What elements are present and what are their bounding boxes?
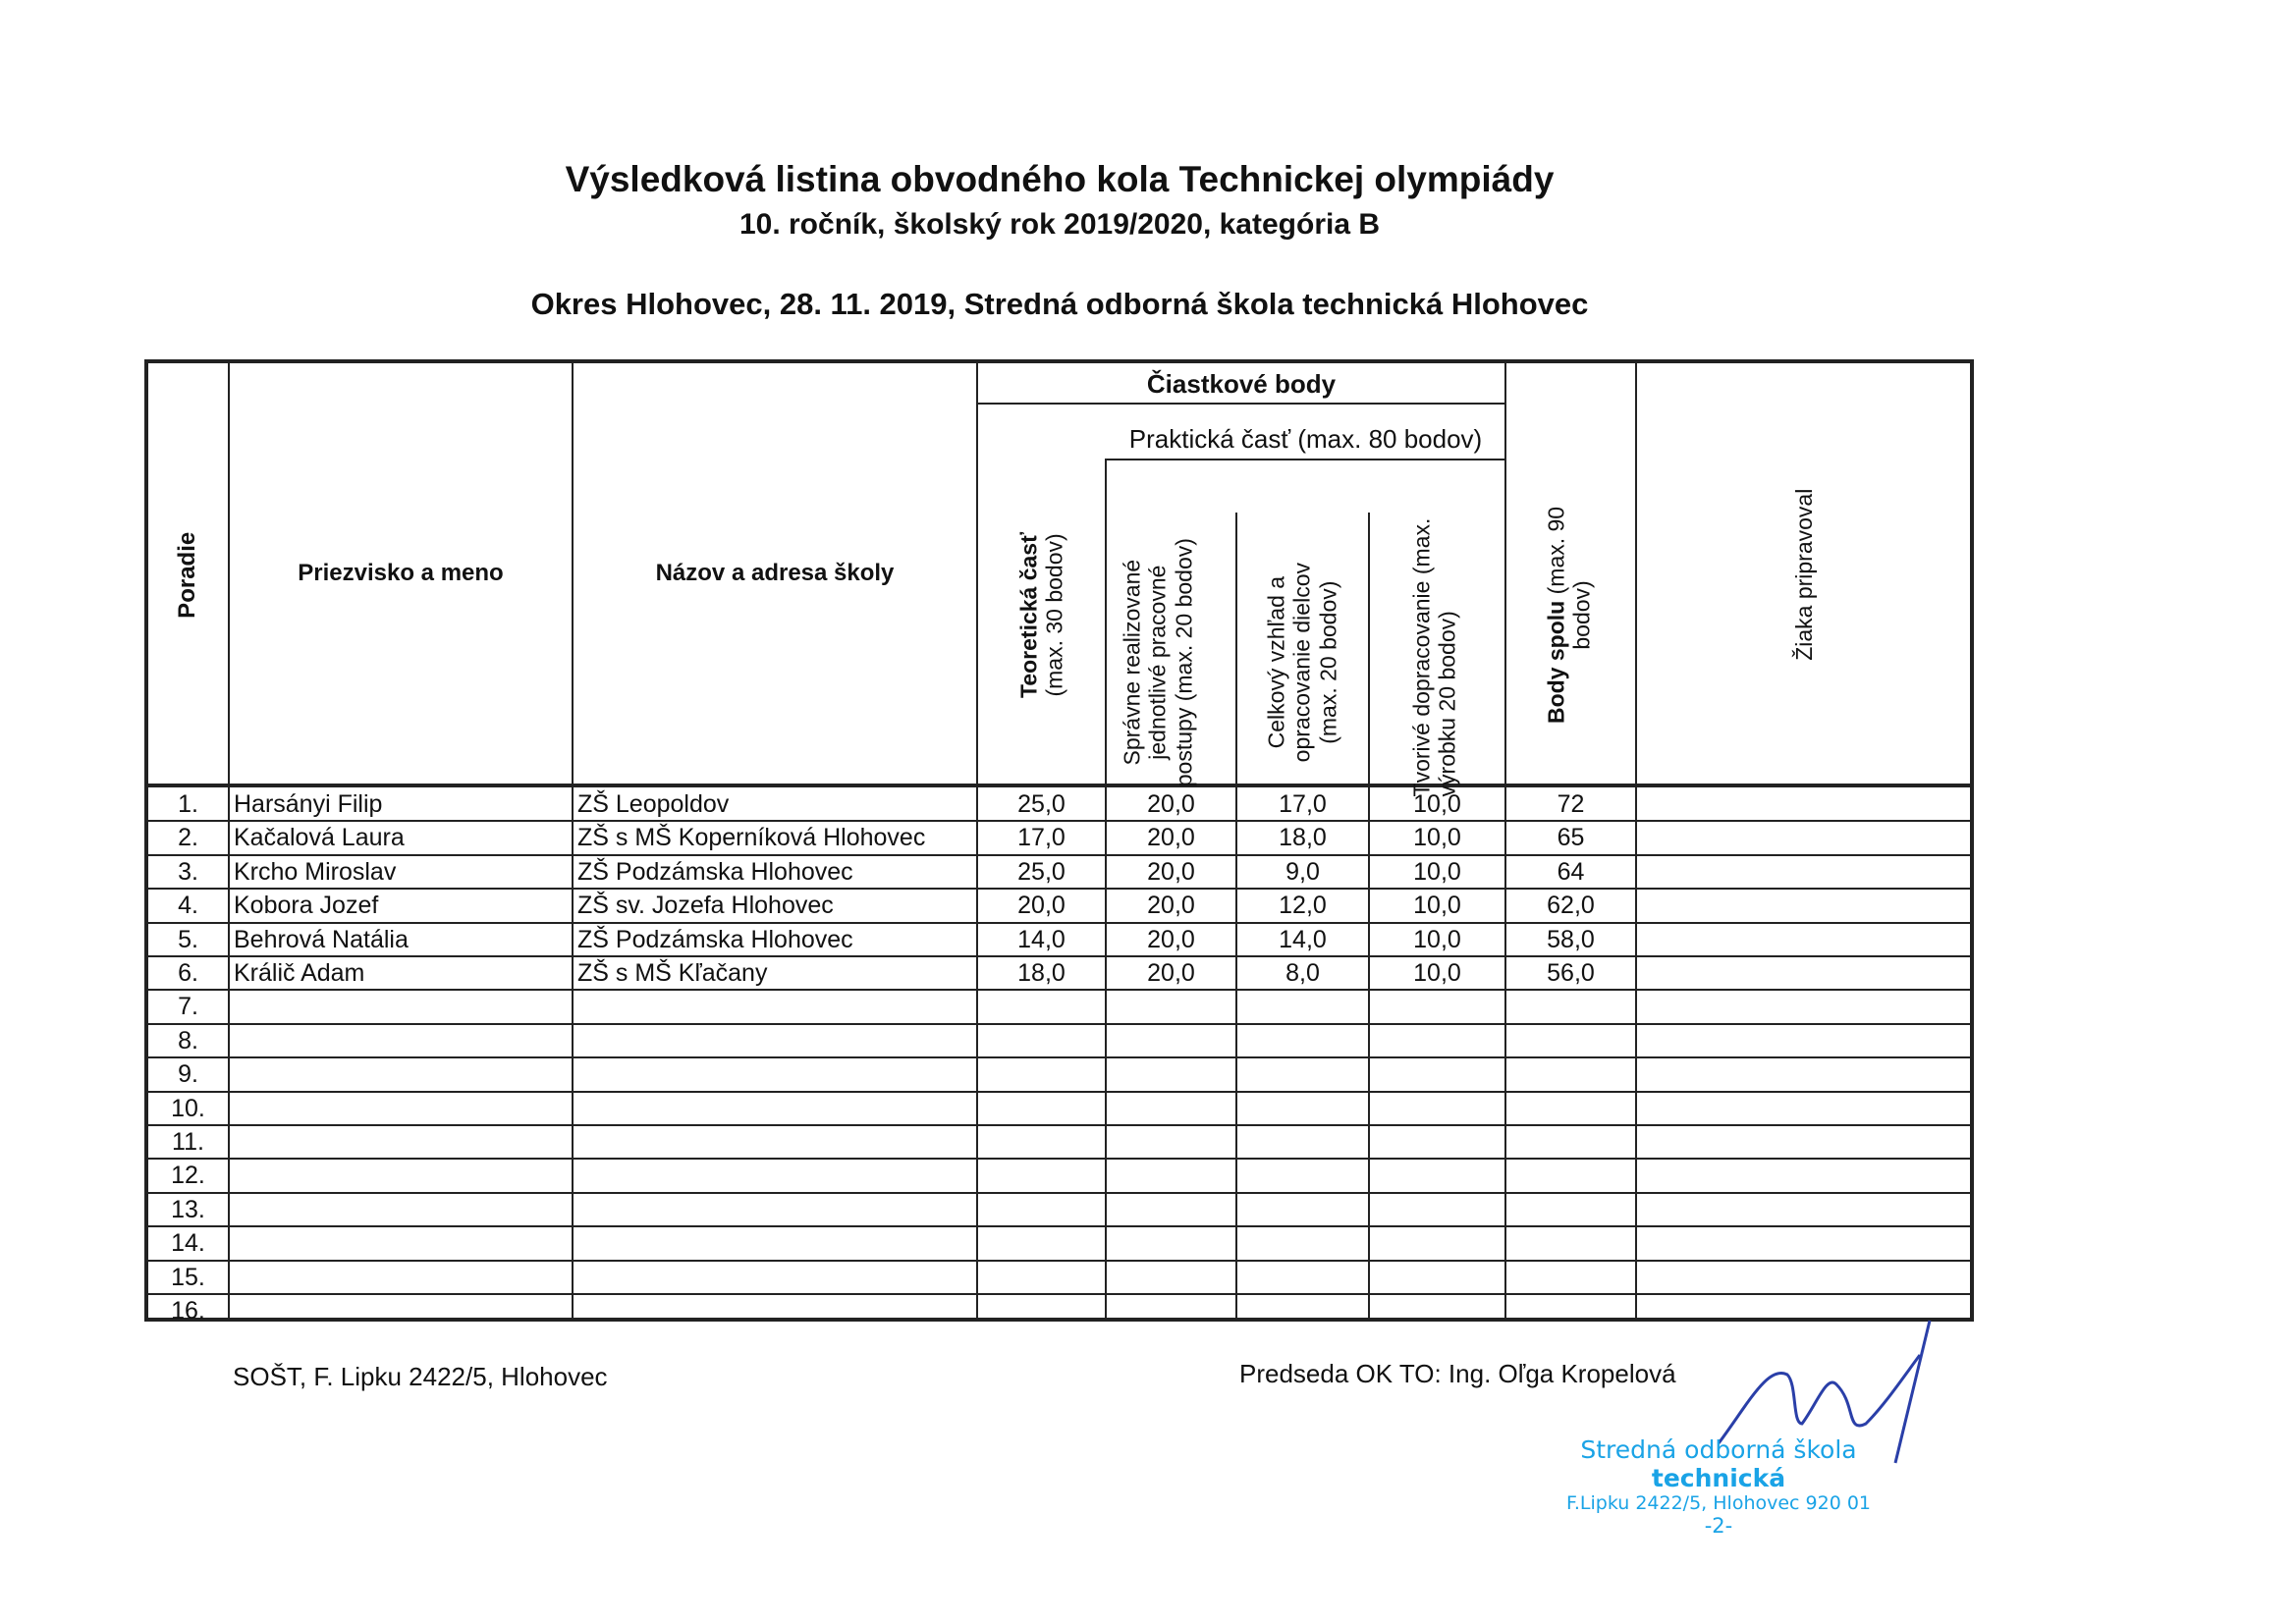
cell-p1: 20,0 bbox=[1147, 892, 1195, 920]
header-practical-2: Celkový vzhľad a opracovanie dielcov (max. 20 bodov) bbox=[1263, 563, 1341, 763]
header-total: Body spolu (max. 90 bodov) bbox=[1543, 506, 1595, 724]
cell-rank: 13. bbox=[171, 1195, 205, 1223]
header-rank: Poradie bbox=[174, 531, 201, 619]
cell-school: ZŠ Leopoldov bbox=[577, 790, 730, 818]
cell-p2: 18,0 bbox=[1279, 824, 1327, 852]
cell-rank: 14. bbox=[171, 1229, 205, 1258]
header-theory-title: Teoretická časť bbox=[1015, 531, 1042, 699]
cell-total: 62,0 bbox=[1547, 892, 1595, 920]
cell-rank: 7. bbox=[178, 993, 198, 1021]
cell-name: Behrová Natália bbox=[234, 925, 409, 953]
cell-p2: 14,0 bbox=[1279, 925, 1327, 953]
cell-name: Harsányi Filip bbox=[234, 790, 383, 818]
cell-rank: 15. bbox=[171, 1263, 205, 1291]
cell-name: Kačalová Laura bbox=[234, 824, 405, 852]
cell-rank: 3. bbox=[178, 857, 198, 886]
cell-p3: 10,0 bbox=[1413, 824, 1461, 852]
cell-p3: 10,0 bbox=[1413, 857, 1461, 886]
cell-total: 56,0 bbox=[1547, 959, 1595, 987]
header-partial-points: Čiastkové body bbox=[1146, 369, 1337, 399]
cell-rank: 16. bbox=[171, 1297, 205, 1325]
header-school: Názov a adresa školy bbox=[655, 560, 895, 586]
school-stamp: Stredná odborná škola technická F.Lipku 2422/5, Hlohovec 920 01 -2- bbox=[1565, 1435, 1872, 1538]
header-practical-1: Správne realizované jednotlivé pracovné postupy (max. 20 bodov) bbox=[1119, 538, 1197, 787]
cell-p1: 20,0 bbox=[1147, 959, 1195, 987]
cell-p2: 8,0 bbox=[1285, 959, 1320, 987]
cell-p2: 12,0 bbox=[1279, 892, 1327, 920]
header-theory bbox=[1016, 467, 1068, 762]
cell-p3: 10,0 bbox=[1413, 790, 1461, 818]
header-practical-part: Praktická časť (max. 80 bodov) bbox=[1128, 424, 1483, 454]
cell-p1: 20,0 bbox=[1147, 925, 1195, 953]
cell-p3: 10,0 bbox=[1413, 892, 1461, 920]
cell-total: 72 bbox=[1557, 790, 1585, 818]
header-practical-3: Tvorivé dopracovanie (max. výrobku 20 bodov) bbox=[1408, 517, 1460, 797]
cell-rank: 6. bbox=[178, 959, 198, 987]
cell-theory: 25,0 bbox=[1017, 857, 1066, 886]
cell-name: Králič Adam bbox=[234, 959, 365, 987]
cell-total: 64 bbox=[1557, 857, 1585, 886]
cell-theory: 14,0 bbox=[1017, 925, 1066, 953]
cell-total: 65 bbox=[1557, 824, 1585, 852]
cell-p1: 20,0 bbox=[1147, 857, 1195, 886]
header-name: Priezvisko a meno bbox=[298, 560, 504, 586]
cell-school: ZŠ sv. Jozefa Hlohovec bbox=[577, 892, 834, 920]
cell-rank: 4. bbox=[178, 892, 198, 920]
cell-name: Kobora Jozef bbox=[234, 892, 379, 920]
cell-rank: 11. bbox=[172, 1128, 204, 1156]
header-theory-max: (max. 30 bodov) bbox=[1042, 533, 1067, 697]
cell-rank: 9. bbox=[178, 1060, 198, 1089]
cell-p2: 17,0 bbox=[1279, 790, 1327, 818]
document-title: Výsledková listina obvodného kola Technickej olympiády bbox=[565, 159, 1555, 199]
cell-p1: 20,0 bbox=[1147, 824, 1195, 852]
cell-school: ZŠ Podzámska Hlohovec bbox=[577, 925, 853, 953]
cell-school: ZŠ s MŠ Koperníková Hlohovec bbox=[577, 824, 926, 852]
cell-p2: 9,0 bbox=[1285, 857, 1320, 886]
results-table bbox=[144, 359, 1974, 1325]
committee-chair: Predseda OK TO: Ing. Oľga Kropelová bbox=[1239, 1359, 1676, 1388]
cell-rank: 10. bbox=[171, 1094, 205, 1122]
cell-theory: 25,0 bbox=[1017, 790, 1066, 818]
cell-p3: 10,0 bbox=[1413, 959, 1461, 987]
document-subtitle: 10. ročník, školský rok 2019/2020, kategória B bbox=[738, 208, 1381, 241]
header-teacher: Žiaka pripravoval bbox=[1790, 488, 1817, 661]
cell-rank: 5. bbox=[178, 925, 198, 953]
cell-name: Krcho Miroslav bbox=[234, 857, 397, 886]
cell-p3: 10,0 bbox=[1413, 925, 1461, 953]
cell-theory: 20,0 bbox=[1017, 892, 1066, 920]
cell-school: ZŠ Podzámska Hlohovec bbox=[577, 857, 853, 886]
cell-rank: 1. bbox=[178, 790, 198, 818]
school-address: SOŠT, F. Lipku 2422/5, Hlohovec bbox=[233, 1362, 608, 1391]
cell-p1: 20,0 bbox=[1147, 790, 1195, 818]
document-location: Okres Hlohovec, 28. 11. 2019, Stredná odborná škola technická Hlohovec bbox=[530, 287, 1589, 321]
cell-total: 58,0 bbox=[1547, 925, 1595, 953]
cell-rank: 12. bbox=[171, 1162, 205, 1190]
cell-school: ZŠ s MŠ Kľačany bbox=[577, 959, 768, 987]
cell-theory: 17,0 bbox=[1017, 824, 1066, 852]
cell-rank: 8. bbox=[178, 1026, 198, 1055]
cell-theory: 18,0 bbox=[1017, 959, 1066, 987]
cell-rank: 2. bbox=[178, 824, 198, 852]
